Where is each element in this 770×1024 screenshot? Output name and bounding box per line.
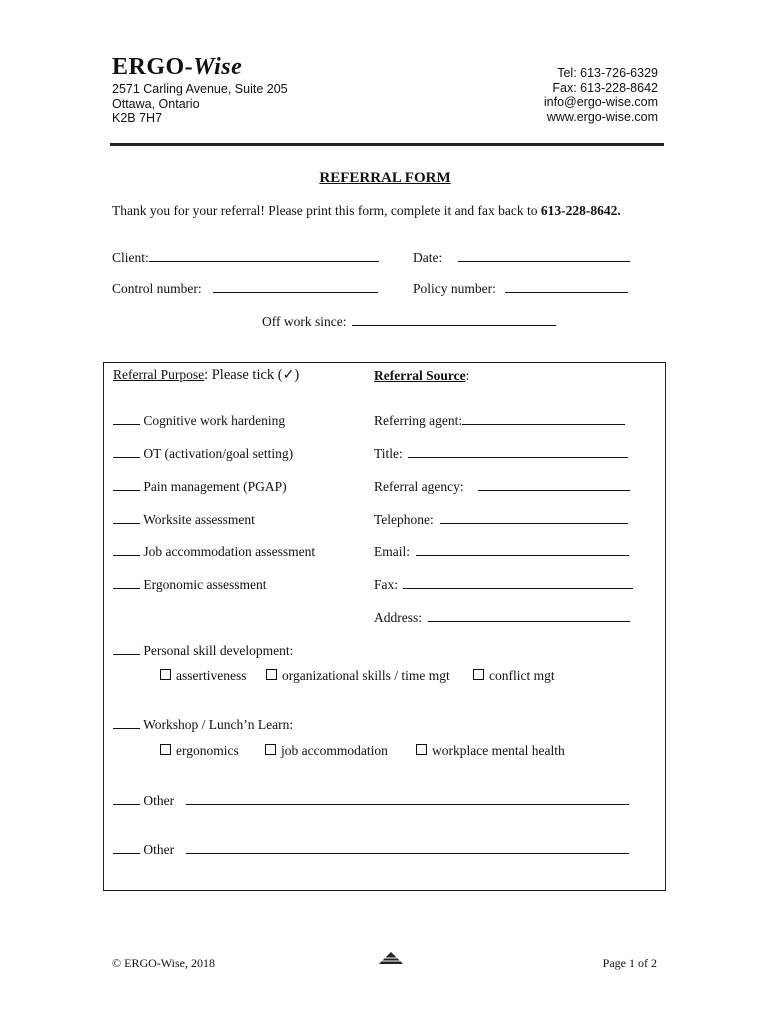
date-field[interactable]	[413, 250, 630, 266]
purpose-item-label: Ergonomic assessment	[143, 577, 267, 592]
contact-website: www.ergo-wise.com	[546, 109, 658, 124]
purpose-item-worksite[interactable]	[113, 512, 255, 528]
tick-blank[interactable]	[113, 446, 140, 458]
form-title: REFERRAL FORM	[319, 170, 451, 186]
option-label: ergonomics	[176, 743, 239, 758]
logo-text-wise: Wise	[193, 54, 243, 80]
off-work-label: Off work since:	[262, 314, 347, 329]
off-work-blank[interactable]	[352, 314, 556, 326]
address-line: Ottawa, Ontario	[112, 96, 200, 111]
off-work-field[interactable]	[262, 314, 556, 330]
source-heading-suffix: :	[465, 368, 470, 383]
company-logo	[112, 52, 242, 82]
option-label: conflict mgt	[489, 668, 555, 683]
logo-text-ergo: ERGO-	[112, 54, 194, 80]
purpose-heading-suffix: : Please tick (	[204, 367, 283, 383]
purpose-item-other-1[interactable]	[113, 793, 629, 809]
header-divider	[110, 143, 664, 146]
tick-blank[interactable]	[113, 643, 140, 655]
purpose-item-workshop[interactable]	[113, 717, 293, 733]
address-line: 2571 Carling Avenue, Suite 205	[112, 82, 288, 96]
option-label: workplace mental health	[432, 743, 565, 758]
checkbox-icon[interactable]	[265, 744, 276, 755]
footer-page-number: Page 1 of 2	[602, 956, 657, 970]
client-blank[interactable]	[149, 250, 379, 262]
purpose-item-label: Pain management (PGAP)	[143, 479, 287, 494]
source-field-label: Referral agency:	[374, 479, 464, 494]
other-label: Other	[143, 793, 175, 808]
other-blank[interactable]	[186, 842, 629, 854]
source-field-referring-agent[interactable]	[374, 413, 625, 429]
source-field-blank[interactable]	[403, 577, 633, 589]
contact-fax: Fax: 613-228-8642	[552, 80, 658, 95]
tick-blank[interactable]	[113, 717, 140, 729]
tick-icon: ✓	[282, 368, 295, 383]
purpose-item-pain[interactable]	[113, 479, 287, 495]
personal-skill-label: Personal skill development:	[143, 643, 294, 658]
checkbox-icon[interactable]	[266, 669, 277, 680]
referral-source-heading	[374, 368, 469, 384]
source-heading-text: Referral Source	[374, 368, 466, 383]
option-label: job accommodation	[281, 743, 388, 758]
source-field-blank[interactable]	[416, 544, 629, 556]
client-field[interactable]	[112, 250, 379, 266]
intro-sentence: Thank you for your referral! Please print this form, complete it and fax back to	[112, 203, 541, 218]
company-contact	[544, 66, 658, 124]
company-address	[112, 82, 288, 126]
purpose-heading-close: )	[294, 367, 300, 383]
checkbox-icon[interactable]	[160, 669, 171, 680]
tick-blank[interactable]	[113, 512, 140, 524]
control-number-blank[interactable]	[213, 281, 378, 293]
client-label: Client:	[112, 250, 149, 265]
referral-box	[103, 362, 666, 891]
referral-purpose-heading	[113, 367, 299, 384]
address-line: K2B 7H7	[112, 111, 163, 125]
option-ergonomics[interactable]	[160, 743, 239, 759]
purpose-item-ot[interactable]	[113, 446, 293, 462]
option-label: assertiveness	[176, 668, 247, 683]
tick-blank[interactable]	[113, 842, 140, 854]
workshop-label: Workshop / Lunch’n Learn:	[143, 717, 294, 732]
option-label: organizational skills / time mgt	[282, 668, 450, 683]
checkbox-icon[interactable]	[160, 744, 171, 755]
tick-blank[interactable]	[113, 577, 140, 589]
purpose-item-personal-skill[interactable]	[113, 643, 293, 659]
source-field-blank[interactable]	[428, 610, 630, 622]
purpose-item-label: Cognitive work hardening	[143, 413, 286, 428]
source-field-email[interactable]	[374, 544, 629, 560]
control-number-field[interactable]	[112, 281, 378, 297]
purpose-item-job-accommodation[interactable]	[113, 544, 315, 560]
policy-number-blank[interactable]	[505, 281, 628, 293]
source-field-blank[interactable]	[462, 413, 625, 425]
tick-blank[interactable]	[113, 479, 140, 491]
tick-blank[interactable]	[113, 413, 140, 425]
intro-fax-number: 613-228-8642.	[540, 203, 621, 218]
source-field-blank[interactable]	[440, 512, 628, 524]
source-field-referral-agency[interactable]	[374, 479, 630, 495]
date-label: Date:	[413, 250, 443, 265]
policy-number-label: Policy number:	[413, 281, 496, 296]
source-field-label: Referring agent:	[374, 413, 463, 428]
other-blank[interactable]	[186, 793, 629, 805]
option-conflict-mgt[interactable]	[473, 668, 555, 684]
tick-blank[interactable]	[113, 544, 140, 556]
source-field-fax[interactable]	[374, 577, 633, 593]
source-field-blank[interactable]	[408, 446, 628, 458]
source-field-title[interactable]	[374, 446, 628, 462]
option-organizational-skills[interactable]	[266, 668, 450, 684]
option-job-accommodation[interactable]	[265, 743, 388, 759]
source-field-label: Title:	[374, 446, 403, 461]
contact-email: info@ergo-wise.com	[543, 95, 658, 109]
intro-text	[112, 203, 621, 219]
purpose-item-label: Worksite assessment	[143, 512, 255, 527]
contact-tel: Tel: 613-726-6329	[557, 66, 658, 80]
source-field-label: Telephone:	[374, 512, 434, 527]
purpose-item-label: Job accommodation assessment	[143, 544, 316, 559]
purpose-item-label: OT (activation/goal setting)	[143, 446, 294, 461]
date-blank[interactable]	[458, 250, 630, 262]
source-field-label: Email:	[374, 544, 410, 559]
footer-copyright: © ERGO-Wise, 2018	[112, 956, 215, 970]
footer-logo-icon	[378, 950, 404, 971]
checkbox-icon[interactable]	[473, 669, 484, 680]
source-field-blank[interactable]	[478, 479, 630, 491]
purpose-heading-text: Referral Purpose	[113, 367, 205, 382]
source-field-label: Address:	[374, 610, 422, 625]
source-field-label: Fax:	[374, 577, 399, 592]
policy-number-field[interactable]	[413, 281, 628, 297]
tick-blank[interactable]	[113, 793, 140, 805]
checkbox-icon[interactable]	[416, 744, 427, 755]
option-assertiveness[interactable]	[160, 668, 246, 684]
purpose-item-ergonomic[interactable]	[113, 577, 266, 593]
option-workplace-mental-health[interactable]	[416, 743, 565, 759]
purpose-item-cognitive[interactable]	[113, 413, 285, 429]
source-field-telephone[interactable]	[374, 512, 628, 528]
purpose-item-other-2[interactable]	[113, 842, 629, 858]
control-number-label: Control number:	[112, 281, 202, 296]
other-label: Other	[143, 842, 175, 857]
source-field-address[interactable]	[374, 610, 630, 626]
